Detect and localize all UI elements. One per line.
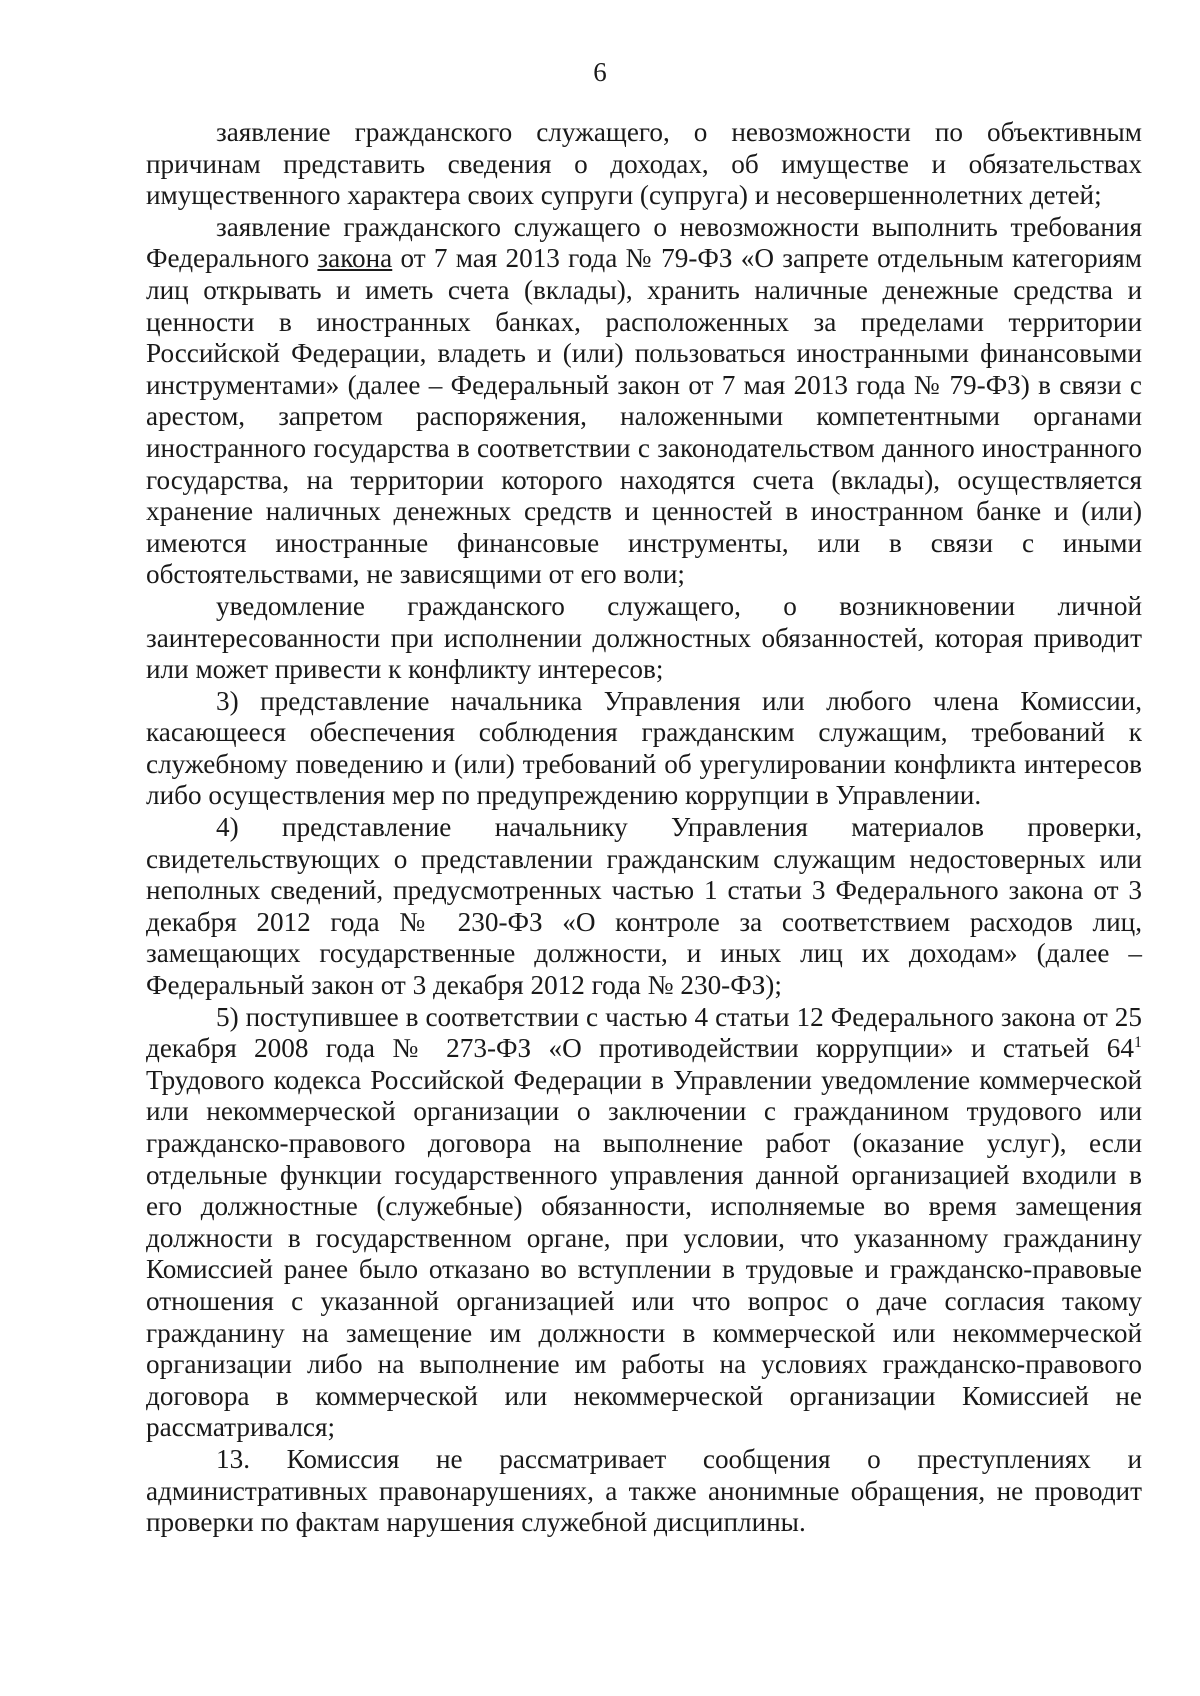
paragraph-text: от 7 мая 2013 года № 79-ФЗ «О запрете отдельным категориям лиц открывать и иметь счета (вклады), хранить наличные денежные средства и ценности в иностранных банках, расположенных за пределами территории Российской Федерации, владеть и (или) пользоваться иностранными финансовыми инструментами» (далее – Федеральный закон от 7 мая 2013 года № 79-ФЗ) в связи с арестом, запретом распоряжения, наложенными компетентными органами иностранного государства в соответствии с законодательством данного иностранного государства, на территории которого находятся счета (вклады), осуществляется хранение наличных денежных средств и ценностей в иностранном банке и (или) имеются иностранные финансовые инструменты, или в связи с иными обстоятельствами, не зависящими от его воли; xyxy=(146,243,1142,590)
paragraph-item-5 xyxy=(146,1002,1142,1444)
law-link[interactable]: закона xyxy=(317,243,393,274)
paragraph-section-13 xyxy=(146,1444,1142,1539)
superscript: 1 xyxy=(1134,1034,1142,1052)
paragraph-text: Трудового кодекса Российской Федерации в Управлении уведомление коммерческой или некоммерческой организации о заключении с гражданином трудового или гражданско-правового договора на выполнение работ (оказание услуг), если отдельные функции государственного управления данной организацией входили в его должностные (служебные) обязанности, исполняемые во время замещения должности в государственном органе, при условии, что указанному гражданину Комиссией ранее было отказано во вступлении в трудовые и гражданско-правовые отношения с указанной организацией или что вопрос о даче согласия такому гражданину на замещение им должности в коммерческой или некоммерческой организации либо на выполнение им работы на условиях гражданско-правового договора в коммерческой или некоммерческой организации Комиссией не рассматривался; xyxy=(146,1064,1142,1443)
paragraph-text: 3) представление начальника Управления или любого члена Комиссии, касающееся обеспечения соблюдения гражданским служащим, требований к служебному поведению и (или) требований об урегулировании конфликта интересов либо осуществления мер по предупреждению коррупции в Управлении. xyxy=(146,685,1142,811)
paragraph-text: 4) представление начальнику Управления материалов проверки, свидетельствующих о представлении гражданским служащим недостоверных или неполных сведений, предусмотренных частью 1 статьи 3 Федерального закона от 3 декабря 2012 года № 230-ФЗ «О контроле за соответствием расходов лиц, замещающих государственные должности, и иных лиц их доходам» (далее – Федеральный закон от 3 декабря 2012 года № 230-ФЗ); xyxy=(146,812,1142,1001)
paragraph-text: заявление гражданского служащего о невозможности выполнить требования Федерального xyxy=(146,211,1142,274)
paragraph-item-4 xyxy=(146,812,1142,1002)
paragraph-text: заявление гражданского служащего, о невозможности по объективным причинам представить сведения о доходах, об имуществе и обязательствах имущественного характера своих супруги (супруга) и несовершеннолетних детей; xyxy=(146,117,1142,211)
paragraph-statement-foreign-accounts xyxy=(146,212,1142,591)
document-body xyxy=(146,117,1142,1539)
paragraph-text: уведомление гражданского служащего, о возникновении личной заинтересованности при исполнении должностных обязанностей, которая приводит или может привести к конфликту интересов; xyxy=(146,590,1142,685)
paragraph-notification-conflict xyxy=(146,591,1142,686)
paragraph-item-3 xyxy=(146,686,1142,812)
paragraph-text: 13. Комиссия не рассматривает сообщения о преступлениях и административных правонарушениях, а также анонимные обращения, не проводит проверки по фактам нарушения служебной дисциплины. xyxy=(146,1443,1142,1538)
paragraph-statement-income xyxy=(146,117,1142,212)
page-number: 6 xyxy=(593,57,607,87)
paragraph-text: 5) поступившее в соответствии с частью 4 статьи 12 Федерального закона от 25 декабря 2008 года № 273-ФЗ «О противодействии коррупции» и статьей 64 xyxy=(146,1001,1142,1064)
